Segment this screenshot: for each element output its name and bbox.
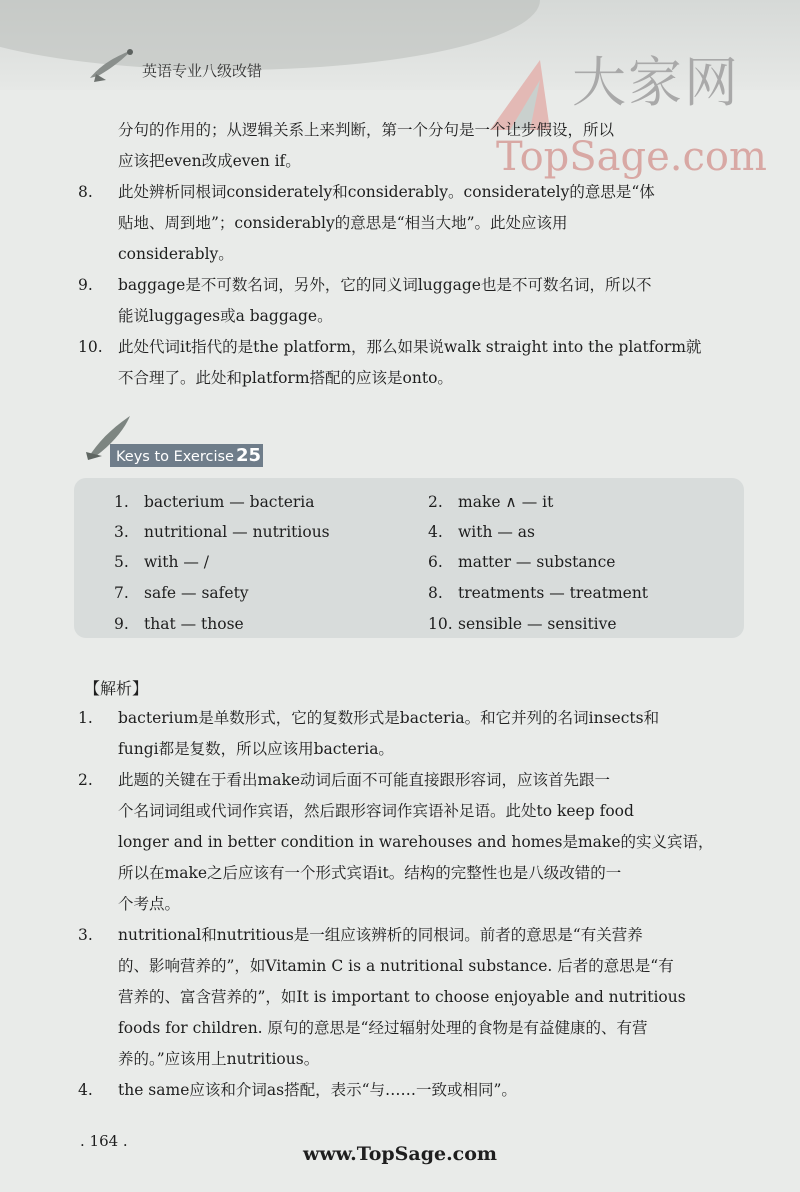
item-line: 此处代词it指代的是the platform，那么如果说walk straight into the platform就	[118, 338, 702, 356]
item-line: 不合理了。此处和platform搭配的应该是onto。	[118, 369, 453, 387]
item-number: 10.	[78, 338, 103, 356]
item-number: 2.	[78, 771, 93, 789]
keys-label-text: Keys to Exercise	[116, 449, 234, 465]
item-line: 能说luggages或a baggage。	[118, 307, 333, 325]
key-text: safe — safety	[144, 584, 249, 602]
page-number: . 164 .	[80, 1132, 128, 1150]
item-line: 个名词词组或代词作宾语，然后跟形容词作宾语补足语。此处to keep food	[118, 802, 634, 820]
key-number: 3.	[114, 523, 129, 541]
key-text: with — /	[144, 553, 210, 571]
item-line: bacterium是单数形式，它的复数形式是bacteria。和它并列的名词insects和	[118, 709, 660, 727]
answer-key	[428, 523, 535, 541]
header-swoosh-decoration	[0, 0, 540, 70]
item-line: baggage是不可数名词，另外，它的同义词luggage也是不可数名词，所以不	[118, 276, 652, 294]
answer-key	[428, 493, 553, 511]
analysis-item	[78, 1075, 758, 1106]
item-line: 贴地、周到地”；considerably的意思是“相当大地”。此处应该用	[118, 214, 568, 232]
analysis-heading: 【解析】	[84, 679, 149, 698]
item-line: 应该把even改成even if。	[118, 152, 301, 170]
item-line: 养的。”应该用上nutritious。	[118, 1050, 320, 1068]
item-number: 4.	[78, 1081, 93, 1099]
key-text: nutritional — nutritious	[144, 523, 330, 541]
item-line: fungi都是复数，所以应该用bacteria。	[118, 740, 394, 758]
item-line: foods for children. 原句的意思是“经过辐射处理的食物是有益健康的、有营	[118, 1019, 648, 1037]
key-number: 6.	[428, 553, 443, 571]
keys-section-label	[110, 444, 263, 467]
key-number: 9.	[114, 615, 129, 633]
key-number: 2.	[428, 493, 443, 511]
item-line: considerably。	[118, 245, 234, 263]
item-line: 营养的、富含营养的”，如It is important to choose enjoyable and nutritious	[118, 988, 686, 1006]
answer-key	[114, 615, 244, 633]
item-number: 3.	[78, 926, 93, 944]
item-number: 9.	[78, 276, 93, 294]
item-line: 所以在make之后应该有一个形式宾语it。结构的完整性也是八级改错的一	[118, 864, 622, 882]
watermark-cn-text: 大家网	[572, 51, 740, 114]
answer-key	[114, 493, 315, 511]
exercise-number: 25	[235, 445, 262, 466]
key-number: 5.	[114, 553, 129, 571]
explanation-item	[78, 270, 758, 332]
explanation-item	[78, 332, 758, 394]
item-line: nutritional和nutritious是一组应该辨析的同根词。前者的意思是“有关营养	[118, 926, 643, 944]
watermark-en-text: TopSage.com	[496, 134, 767, 180]
answer-key	[428, 584, 648, 602]
key-text: with — as	[458, 523, 535, 541]
item-number: 1.	[78, 709, 93, 727]
item-line: 个考点。	[118, 895, 181, 913]
key-text: treatments — treatment	[458, 584, 649, 602]
key-text: matter — substance	[458, 553, 616, 571]
analysis-item	[78, 920, 758, 1075]
top-explanations	[78, 115, 758, 394]
key-number: 1.	[114, 493, 129, 511]
key-text: bacterium — bacteria	[144, 493, 315, 511]
key-number: 4.	[428, 523, 443, 541]
book-title: 英语专业八级改错	[142, 62, 263, 80]
item-line: 的、影响营养的”，如Vitamin C is a nutritional substance. 后者的意思是“有	[118, 957, 674, 975]
item-number: 8.	[78, 183, 93, 201]
item-line: longer and in better condition in warehouses and homes是make的实义宾语，	[118, 833, 714, 851]
key-text: sensible — sensitive	[458, 615, 617, 633]
keys-heading	[82, 412, 382, 472]
answer-key	[428, 553, 615, 571]
key-text: make ∧ — it	[458, 493, 554, 511]
answer-key	[428, 615, 617, 633]
key-number: 7.	[114, 584, 129, 602]
item-line: 分句的作用的；从逻辑关系上来判断，第一个分句是一个让步假设，所以	[118, 121, 615, 139]
key-number: 10.	[428, 615, 453, 633]
analysis-section	[78, 703, 758, 1106]
footer-url: www.TopSage.com	[302, 1143, 498, 1165]
key-number: 8.	[428, 584, 443, 602]
answer-key	[114, 584, 249, 602]
answer-key	[114, 553, 209, 571]
key-text: that — those	[144, 615, 244, 633]
item-line: 此处辨析同根词considerately和considerably。considerately的意思是“体	[118, 183, 655, 201]
pen-feather-icon	[86, 44, 138, 84]
analysis-item	[78, 703, 758, 765]
explanation-item	[78, 177, 758, 270]
item-line: 此题的关键在于看出make动词后面不可能直接跟形容词，应该首先跟一	[118, 771, 611, 789]
explanation-item	[78, 115, 758, 177]
item-line: the same应该和介词as搭配，表示“与……一致或相同”。	[118, 1081, 517, 1099]
analysis-item	[78, 765, 758, 920]
answer-key	[114, 523, 330, 541]
